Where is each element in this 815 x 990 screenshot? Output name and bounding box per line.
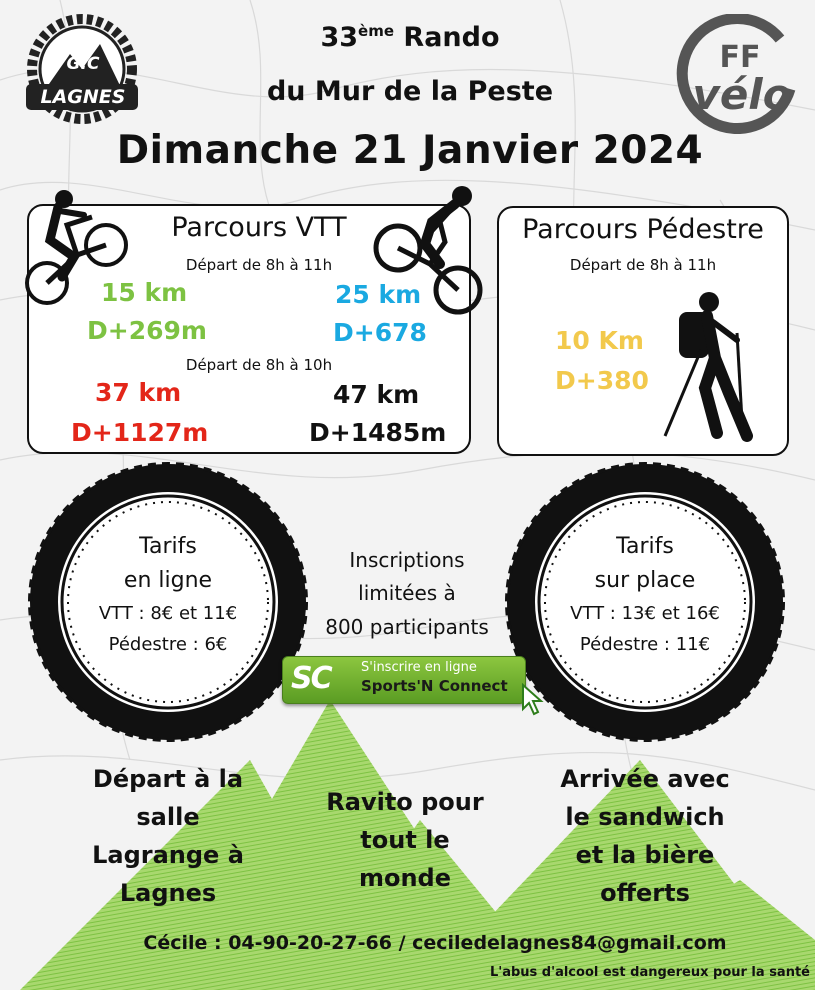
- ffvelo-ff: FF: [719, 40, 761, 75]
- event-title-sup: ème: [358, 22, 395, 40]
- vtt-depart-2: Départ de 8h à 10h: [185, 356, 333, 374]
- sports-n-connect-button[interactable]: [282, 656, 526, 704]
- hiker-icon: [657, 288, 757, 443]
- ffvelo-velo: vélo: [692, 70, 792, 119]
- wheel-tarifs-ligne: [28, 462, 308, 742]
- vtt-title: Parcours VTT: [171, 212, 347, 243]
- event-subtitle: du Mur de la Peste: [266, 76, 554, 107]
- depart-line-3: Lagrange à: [92, 841, 244, 869]
- pedestre-dplus: D+380: [555, 366, 649, 395]
- depart-line-1: Départ à la: [92, 765, 244, 793]
- arrivee-line-1: Arrivée avec: [560, 765, 730, 793]
- sc-logo-icon: SC: [291, 661, 331, 696]
- vtt-37-dplus: D+1127m: [71, 418, 209, 447]
- tire-icon: [505, 462, 785, 742]
- tarifs-place-l3: VTT : 13€ et 16€: [570, 603, 720, 624]
- arrivee-line-4: offerts: [600, 879, 690, 907]
- tarifs-ligne-l3: VTT : 8€ et 11€: [98, 603, 238, 624]
- ravito-block: [305, 783, 505, 897]
- cyclist-left-icon: [22, 185, 130, 305]
- cursor-icon: [520, 683, 546, 717]
- vtt-47-dplus: D+1485m: [309, 418, 447, 447]
- tarifs-ligne-l4: Pédestre : 6€: [108, 634, 228, 655]
- inscriptions-l3: 800 participants: [325, 615, 489, 639]
- event-title-rest: Rando: [394, 22, 500, 53]
- ravito-line-2: tout le: [360, 826, 450, 854]
- tire-icon: [28, 462, 308, 742]
- inscriptions-l2: limitées à: [358, 581, 456, 605]
- vtt-15-dplus: D+269m: [87, 316, 207, 345]
- tarifs-place-l1: Tarifs: [616, 534, 674, 559]
- sc-line2: Sports'N Connect: [361, 677, 508, 695]
- arrivee-line-3: et la bière: [575, 841, 715, 869]
- depart-line-2: salle: [136, 803, 200, 831]
- arrivee-line-2: le sandwich: [565, 803, 725, 831]
- wheel-tarifs-place: [505, 462, 785, 742]
- ffvelo-logo: [665, 14, 800, 134]
- pedestre-box: [497, 206, 789, 456]
- pedestre-title: Parcours Pédestre: [522, 214, 764, 245]
- pedestre-depart: Départ de 8h à 11h: [569, 256, 717, 274]
- event-title-num: 33: [320, 22, 359, 53]
- inscriptions-l1: Inscriptions: [349, 548, 465, 572]
- alcohol-disclaimer: L'abus d'alcool est dangereux pour la santé: [489, 965, 810, 980]
- event-title: [200, 22, 620, 53]
- depart-block: [58, 760, 278, 912]
- ravito-line-1: Ravito pour: [326, 788, 484, 816]
- vtt-25-dplus: D+678: [333, 318, 427, 347]
- ravito-line-3: monde: [358, 864, 452, 892]
- depart-line-4: Lagnes: [119, 879, 217, 907]
- cyclist-right-icon: [370, 182, 485, 317]
- tarifs-place-l2: sur place: [594, 568, 696, 593]
- tarifs-ligne-l1: Tarifs: [139, 534, 197, 559]
- club-logo: [20, 14, 145, 124]
- pedestre-km: 10 Km: [555, 326, 644, 355]
- arrivee-block: [530, 760, 760, 912]
- contact-info: Cécile : 04-90-20-27-66 / ceciledelagnes84@gmail.com: [143, 932, 727, 954]
- event-date: Dimanche 21 Janvier 2024: [116, 128, 704, 173]
- tarifs-place-l4: Pédestre : 11€: [579, 634, 711, 655]
- vtt-25-km: 25 km: [335, 280, 422, 309]
- vtt-47-km: 47 km: [333, 380, 420, 409]
- sc-line1: S'inscrire en ligne: [361, 660, 477, 675]
- club-logo-bottom: LAGNES: [40, 86, 126, 108]
- tarifs-ligne-l2: en ligne: [123, 568, 213, 593]
- vtt-15-km: 15 km: [101, 278, 188, 307]
- vtt-37-km: 37 km: [95, 378, 182, 407]
- vtt-depart-1: Départ de 8h à 11h: [185, 256, 333, 274]
- club-logo-top: G.C: [66, 54, 100, 74]
